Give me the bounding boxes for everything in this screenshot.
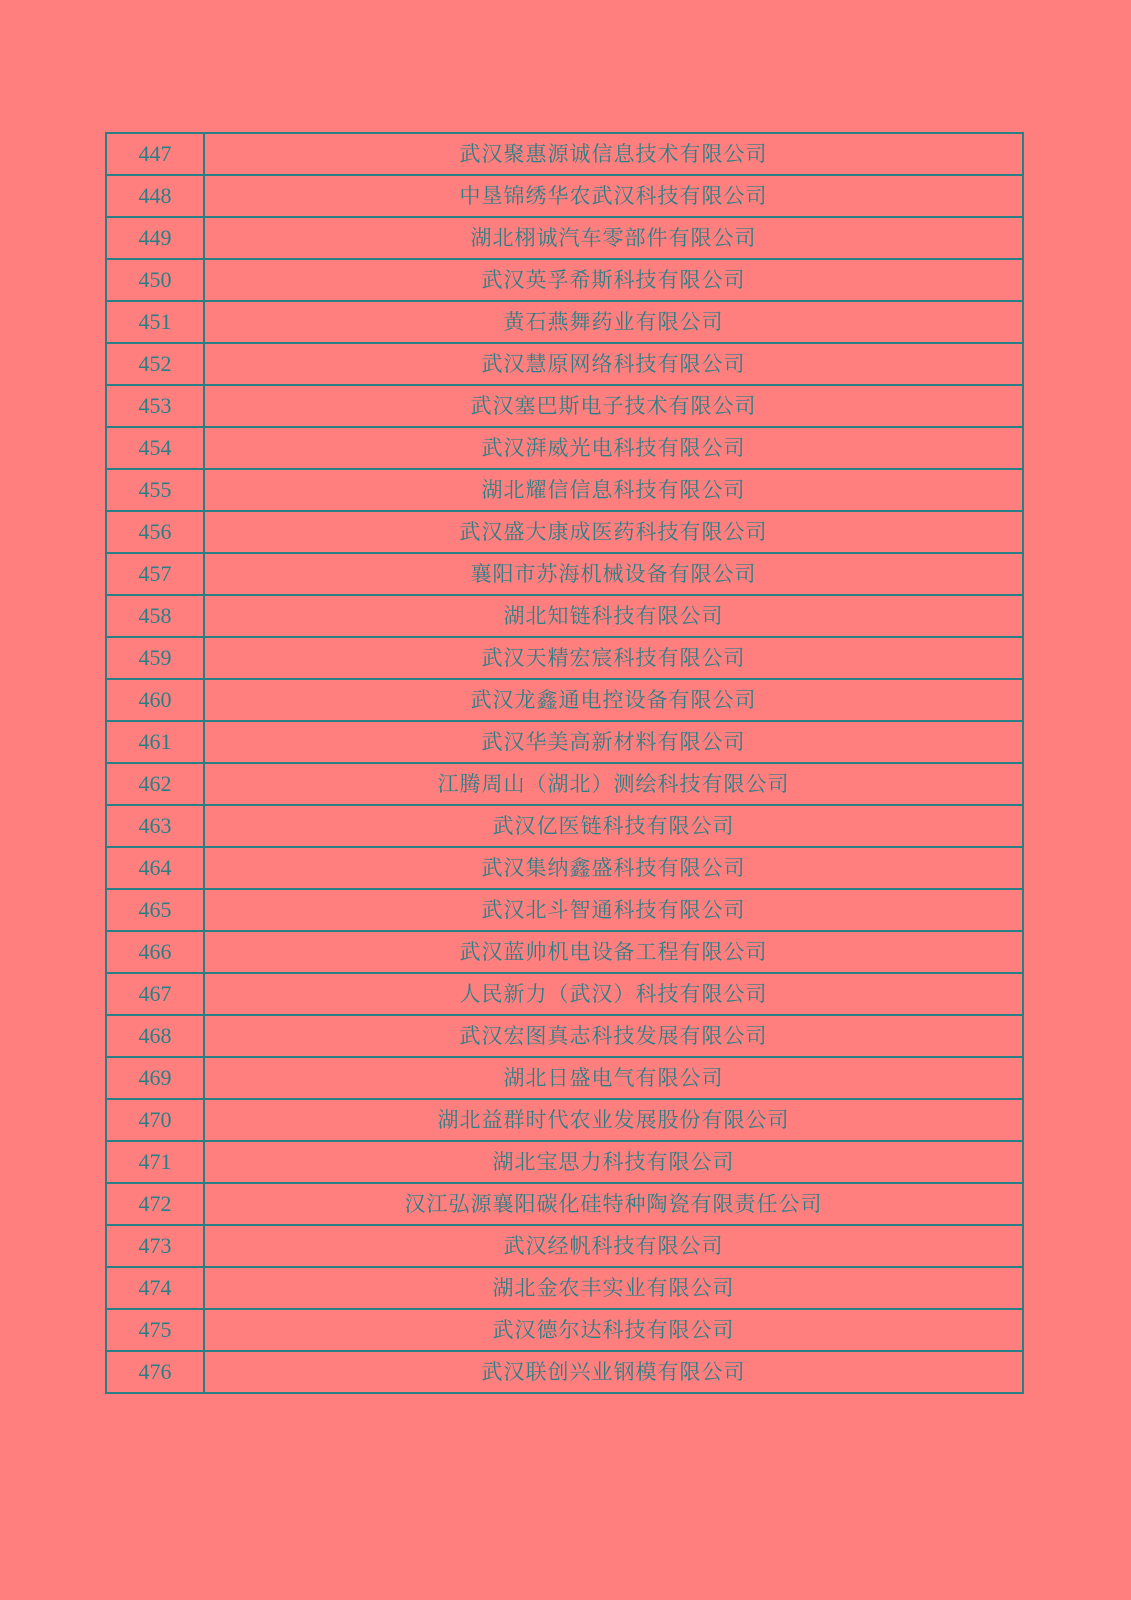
company-name: 汉江弘源襄阳碳化硅特种陶瓷有限责任公司 — [204, 1183, 1023, 1225]
company-name: 黄石燕舞药业有限公司 — [204, 301, 1023, 343]
table-row — [106, 385, 1023, 427]
row-number: 448 — [106, 175, 204, 217]
table-row — [106, 427, 1023, 469]
table-row — [106, 1309, 1023, 1351]
table-row — [106, 217, 1023, 259]
table-row — [106, 847, 1023, 889]
table-row — [106, 175, 1023, 217]
table-row — [106, 889, 1023, 931]
company-name: 武汉亿医链科技有限公司 — [204, 805, 1023, 847]
company-name: 湖北金农丰实业有限公司 — [204, 1267, 1023, 1309]
row-number: 476 — [106, 1351, 204, 1393]
table-row — [106, 931, 1023, 973]
table-row — [106, 721, 1023, 763]
row-number: 467 — [106, 973, 204, 1015]
company-name: 武汉慧原网络科技有限公司 — [204, 343, 1023, 385]
table-row — [106, 1351, 1023, 1393]
table-row — [106, 1015, 1023, 1057]
row-number: 473 — [106, 1225, 204, 1267]
row-number: 463 — [106, 805, 204, 847]
company-name: 武汉经帆科技有限公司 — [204, 1225, 1023, 1267]
row-number: 469 — [106, 1057, 204, 1099]
company-name: 武汉湃威光电科技有限公司 — [204, 427, 1023, 469]
table-row — [106, 763, 1023, 805]
table-row — [106, 1267, 1023, 1309]
company-name: 人民新力（武汉）科技有限公司 — [204, 973, 1023, 1015]
company-name: 江腾周山（湖北）测绘科技有限公司 — [204, 763, 1023, 805]
company-name: 武汉天精宏宸科技有限公司 — [204, 637, 1023, 679]
company-name: 中垦锦绣华农武汉科技有限公司 — [204, 175, 1023, 217]
row-number: 475 — [106, 1309, 204, 1351]
table-row — [106, 1141, 1023, 1183]
company-name: 湖北耀信信息科技有限公司 — [204, 469, 1023, 511]
table-row — [106, 595, 1023, 637]
row-number: 461 — [106, 721, 204, 763]
table-row — [106, 343, 1023, 385]
row-number: 472 — [106, 1183, 204, 1225]
table-row — [106, 637, 1023, 679]
company-name: 湖北栩诚汽车零部件有限公司 — [204, 217, 1023, 259]
table-row — [106, 1099, 1023, 1141]
row-number: 447 — [106, 133, 204, 175]
company-name: 武汉联创兴业钢模有限公司 — [204, 1351, 1023, 1393]
table-row — [106, 469, 1023, 511]
row-number: 457 — [106, 553, 204, 595]
company-name: 武汉英孚希斯科技有限公司 — [204, 259, 1023, 301]
table-row — [106, 1225, 1023, 1267]
row-number: 452 — [106, 343, 204, 385]
table-body — [106, 133, 1023, 1393]
table-row — [106, 973, 1023, 1015]
row-number: 453 — [106, 385, 204, 427]
company-name: 武汉宏图真志科技发展有限公司 — [204, 1015, 1023, 1057]
table-row — [106, 1057, 1023, 1099]
company-name: 湖北日盛电气有限公司 — [204, 1057, 1023, 1099]
company-name: 武汉德尔达科技有限公司 — [204, 1309, 1023, 1351]
row-number: 456 — [106, 511, 204, 553]
table-row — [106, 1183, 1023, 1225]
row-number: 465 — [106, 889, 204, 931]
company-name: 武汉华美高新材料有限公司 — [204, 721, 1023, 763]
table-row — [106, 805, 1023, 847]
row-number: 455 — [106, 469, 204, 511]
company-name: 武汉聚惠源诚信息技术有限公司 — [204, 133, 1023, 175]
row-number: 462 — [106, 763, 204, 805]
row-number: 464 — [106, 847, 204, 889]
row-number: 468 — [106, 1015, 204, 1057]
company-table — [105, 132, 1024, 1394]
row-number: 474 — [106, 1267, 204, 1309]
table-row — [106, 553, 1023, 595]
company-name: 湖北知链科技有限公司 — [204, 595, 1023, 637]
row-number: 466 — [106, 931, 204, 973]
company-name: 湖北益群时代农业发展股份有限公司 — [204, 1099, 1023, 1141]
row-number: 454 — [106, 427, 204, 469]
company-name: 武汉塞巴斯电子技术有限公司 — [204, 385, 1023, 427]
table-row — [106, 301, 1023, 343]
row-number: 449 — [106, 217, 204, 259]
company-name: 湖北宝思力科技有限公司 — [204, 1141, 1023, 1183]
company-name: 武汉盛大康成医药科技有限公司 — [204, 511, 1023, 553]
company-name: 武汉龙鑫通电控设备有限公司 — [204, 679, 1023, 721]
table-row — [106, 259, 1023, 301]
company-name: 武汉北斗智通科技有限公司 — [204, 889, 1023, 931]
row-number: 458 — [106, 595, 204, 637]
row-number: 470 — [106, 1099, 204, 1141]
company-name: 武汉蓝帅机电设备工程有限公司 — [204, 931, 1023, 973]
row-number: 460 — [106, 679, 204, 721]
row-number: 451 — [106, 301, 204, 343]
row-number: 459 — [106, 637, 204, 679]
table-row — [106, 511, 1023, 553]
row-number: 471 — [106, 1141, 204, 1183]
company-name: 武汉集纳鑫盛科技有限公司 — [204, 847, 1023, 889]
table-row — [106, 133, 1023, 175]
company-name: 襄阳市苏海机械设备有限公司 — [204, 553, 1023, 595]
row-number: 450 — [106, 259, 204, 301]
table-row — [106, 679, 1023, 721]
